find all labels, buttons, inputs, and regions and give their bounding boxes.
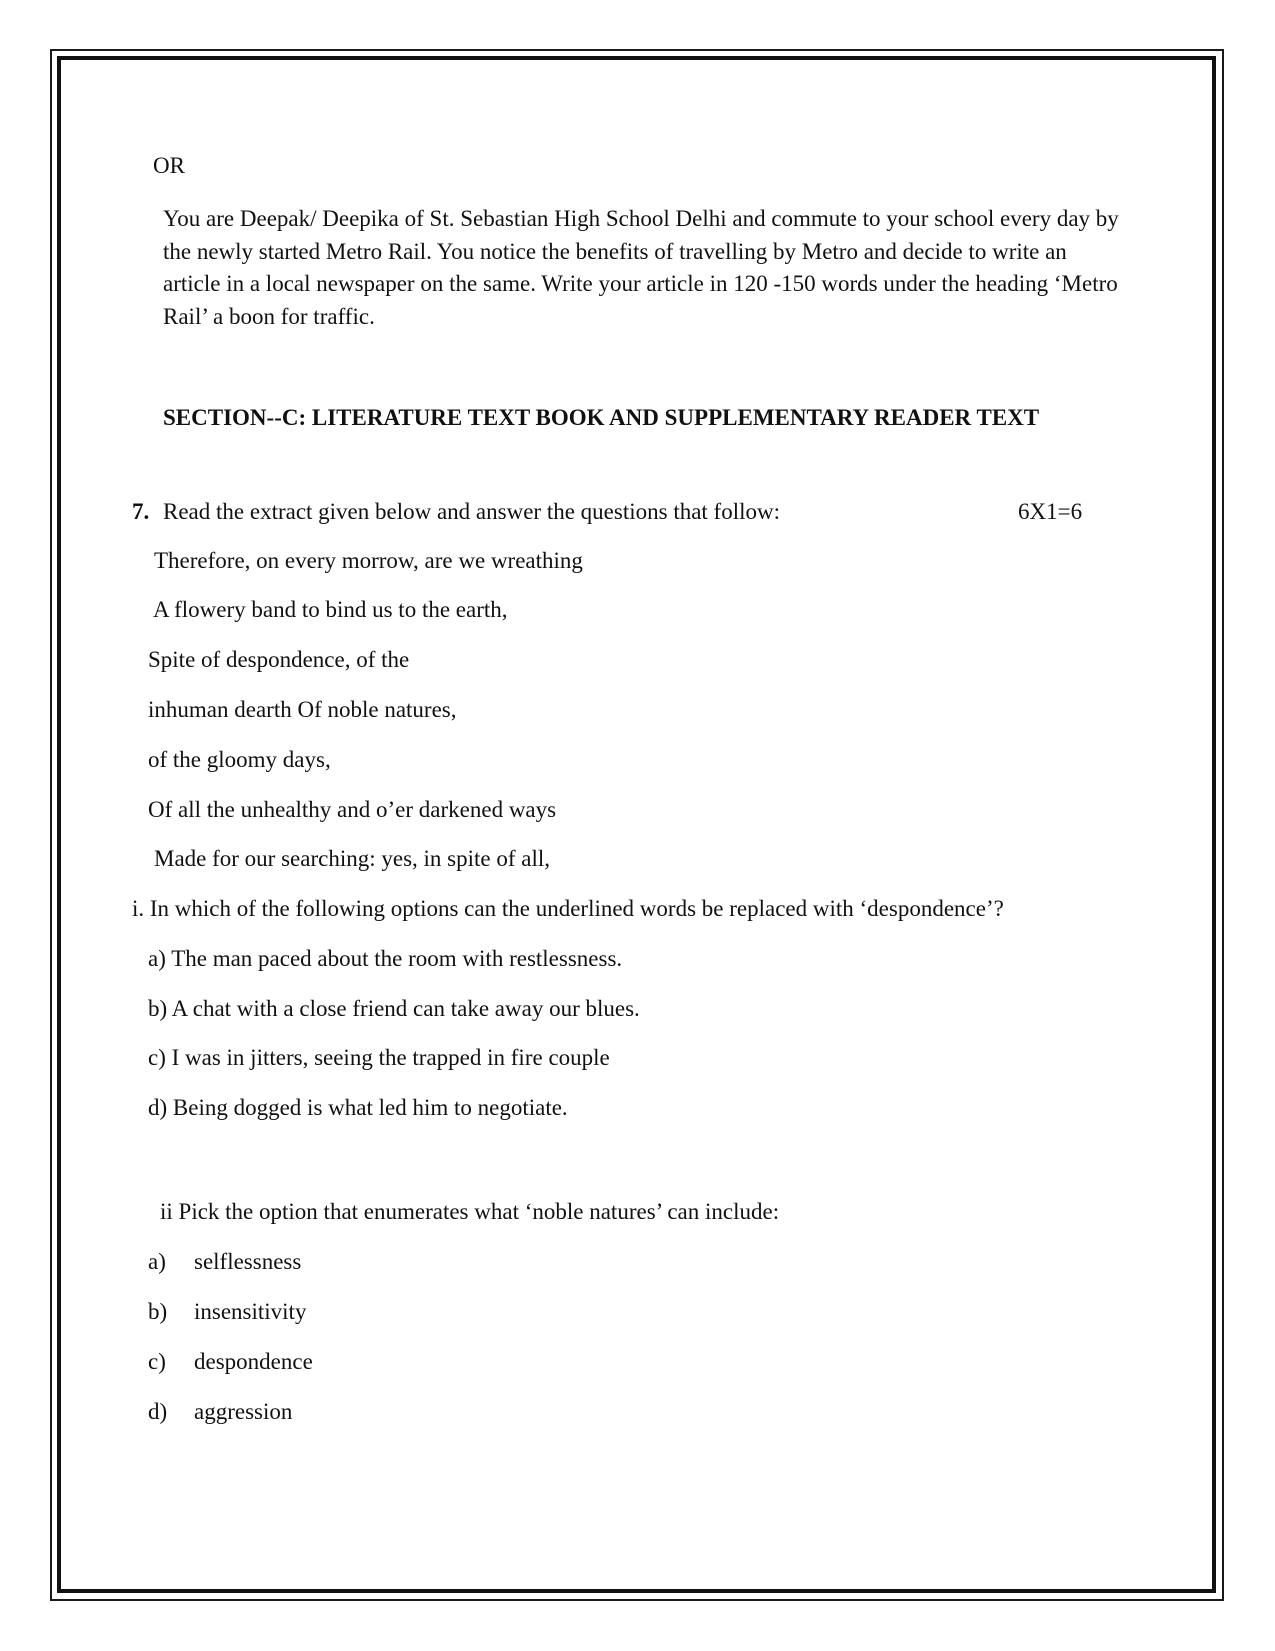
option-item: insensitivity — [194, 1299, 307, 1324]
question-marks: 6X1=6 — [1018, 499, 1083, 524]
extract-line: inhuman dearth Of noble natures, — [148, 697, 457, 722]
article-prompt: You are Deepak/ Deepika of St. Sebastian High School Delhi and commute to your school every day by the newly started Metro Rail. You notice the benefits of travelling by Metro and decide to write an article in a local newspaper on the same. Write your article in 120 -150 words under the heading ‘Metro Rail’ a boon for traffic. — [163, 206, 1119, 329]
option-item: c) I was in jitters, seeing the trapped in fire couple — [148, 1045, 610, 1070]
question-ii-text: ii Pick the option that enumerates what ‘noble natures’ can include: — [160, 1199, 780, 1224]
option-item: selflessness — [194, 1249, 302, 1274]
question-number: 7. — [132, 499, 150, 524]
section-heading: SECTION--C: LITERATURE TEXT BOOK AND SUPPLEMENTARY READER TEXT — [163, 405, 1040, 430]
or-label: OR — [153, 153, 185, 178]
option-item: b) A chat with a close friend can take away our blues. — [148, 996, 640, 1021]
extract-line: Therefore, on every morrow, are we wreathing — [154, 548, 583, 573]
question-instruction: Read the extract given below and answer the questions that follow: — [163, 499, 780, 524]
option-item: despondence — [194, 1349, 313, 1374]
option-item: a) The man paced about the room with restlessness. — [148, 946, 623, 971]
extract-line: Of all the unhealthy and o’er darkened ways — [148, 797, 557, 822]
extract-line: of the gloomy days, — [148, 747, 331, 772]
question-i-text: i. In which of the following options can the underlined words be replaced with ‘despondence’? — [132, 896, 1004, 921]
option-letter: d) — [148, 1399, 168, 1424]
option-letter: c) — [148, 1349, 166, 1374]
option-letter: a) — [148, 1249, 166, 1274]
option-item: aggression — [194, 1399, 293, 1424]
option-letter: b) — [148, 1299, 168, 1324]
extract-line: Made for our searching: yes, in spite of all, — [154, 846, 550, 871]
extract-line: A flowery band to bind us to the earth, — [153, 597, 508, 622]
extract-line: Spite of despondence, of the — [148, 647, 410, 672]
option-item: d) Being dogged is what led him to negotiate. — [148, 1095, 568, 1120]
